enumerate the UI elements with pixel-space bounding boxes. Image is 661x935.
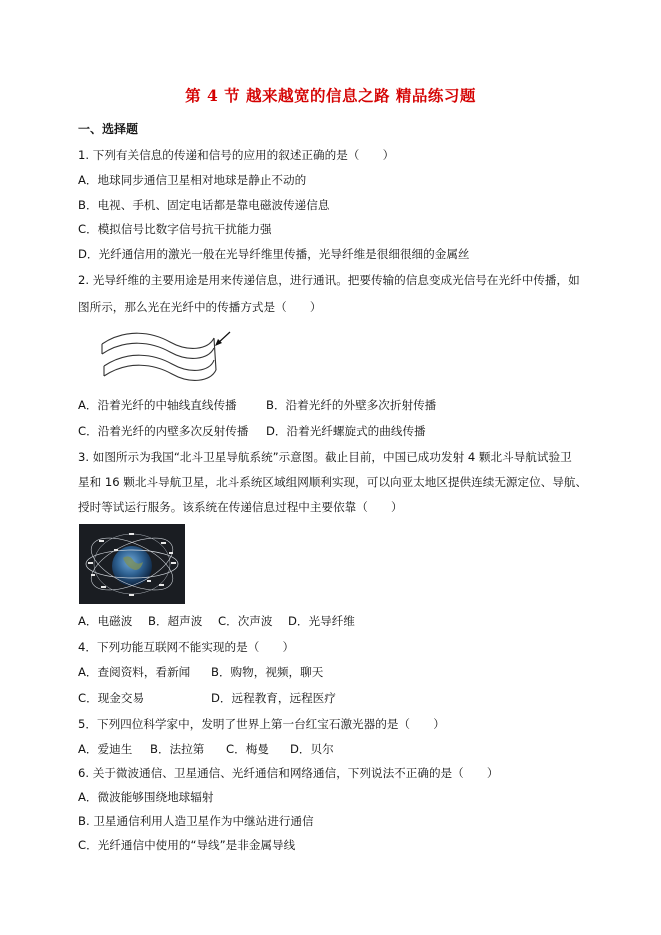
question-1-stem: 1. 下列有关信息的传递和信号的应用的叙述正确的是（ ） xyxy=(78,148,395,162)
question-1-option-d: D．光纤通信用的激光一般在光导纤维里传播，光导纤维是很细很细的金属丝 xyxy=(78,247,470,261)
question-4-stem: 4．下列功能互联网不能实现的是（ ） xyxy=(78,640,295,654)
page-title: 第 4 节 越来越宽的信息之路 精品练习题 xyxy=(185,86,476,105)
question-2-stem-line-1: 2. 光导纤维的主要用途是用来传递信息，进行通讯。把要传输的信息变成光信号在光纤中传播，如 xyxy=(78,273,580,287)
question-3-option-d: D．光导纤维 xyxy=(288,614,355,628)
question-1-option-b: B．电视、手机、固定电话都是靠电磁波传递信息 xyxy=(78,198,330,212)
question-5-option-d: D．贝尔 xyxy=(290,742,334,756)
question-6-option-a: A．微波能够围绕地球辐射 xyxy=(78,790,214,804)
question-2-option-b: B．沿着光纤的外壁多次折射传播 xyxy=(266,398,437,412)
question-1-option-a: A．地球同步通信卫星相对地球是静止不动的 xyxy=(78,173,307,187)
question-2-stem-line-2: 图所示，那么光在光纤中的传播方式是（ ） xyxy=(78,300,322,314)
optical-fiber-figure xyxy=(96,326,232,388)
beidou-satellite-image xyxy=(79,524,185,604)
question-6-option-c: C．光纤通信中使用的“导线”是非金属导线 xyxy=(78,838,296,852)
question-3-stem-line-2: 星和 16 颗北斗导航卫星，北斗系统区域组网顺利实现，可以向亚太地区提供连续无源定位、导航、 xyxy=(78,475,588,489)
question-2-option-d: D．沿着光纤螺旋式的曲线传播 xyxy=(266,424,426,438)
question-3-option-b: B．超声波 xyxy=(148,614,203,628)
question-3-option-a: A．电磁波 xyxy=(78,614,133,628)
question-5-option-a: A．爱迪生 xyxy=(78,742,133,756)
question-4-option-b: B．购物，视频，聊天 xyxy=(211,665,324,679)
question-2-option-a: A．沿着光纤的中轴线直线传播 xyxy=(78,398,237,412)
question-2-option-c: C．沿着光纤的内壁多次反射传播 xyxy=(78,424,249,438)
question-6-option-b: B. 卫星通信利用人造卫星作为中继站进行通信 xyxy=(78,814,314,828)
question-3-stem-line-1: 3. 如图所示为我国“北斗卫星导航系统”示意图。截止目前，中国已成功发射 4 颗北斗导航试验卫 xyxy=(78,450,572,464)
question-4-option-a: A．查阅资料，看新闻 xyxy=(78,665,191,679)
question-3-option-c: C．次声波 xyxy=(218,614,273,628)
section-heading: 一、选择题 xyxy=(78,122,139,136)
question-5-option-b: B．法拉第 xyxy=(150,742,205,756)
question-1-option-c: C．模拟信号比数字信号抗干扰能力强 xyxy=(78,222,272,236)
question-5-stem: 5．下列四位科学家中，发明了世界上第一台红宝石激光器的是（ ） xyxy=(78,717,445,731)
question-4-option-d: D．远程教育，远程医疗 xyxy=(211,691,336,705)
question-3-stem-line-3: 授时等试运行服务。该系统在传递信息过程中主要依靠（ ） xyxy=(78,500,403,514)
question-5-option-c: C．梅曼 xyxy=(226,742,269,756)
question-6-stem: 6. 关于微波通信、卫星通信、光纤通信和网络通信，下列说法不正确的是（ ） xyxy=(78,766,499,780)
question-4-option-c: C．现金交易 xyxy=(78,691,145,705)
